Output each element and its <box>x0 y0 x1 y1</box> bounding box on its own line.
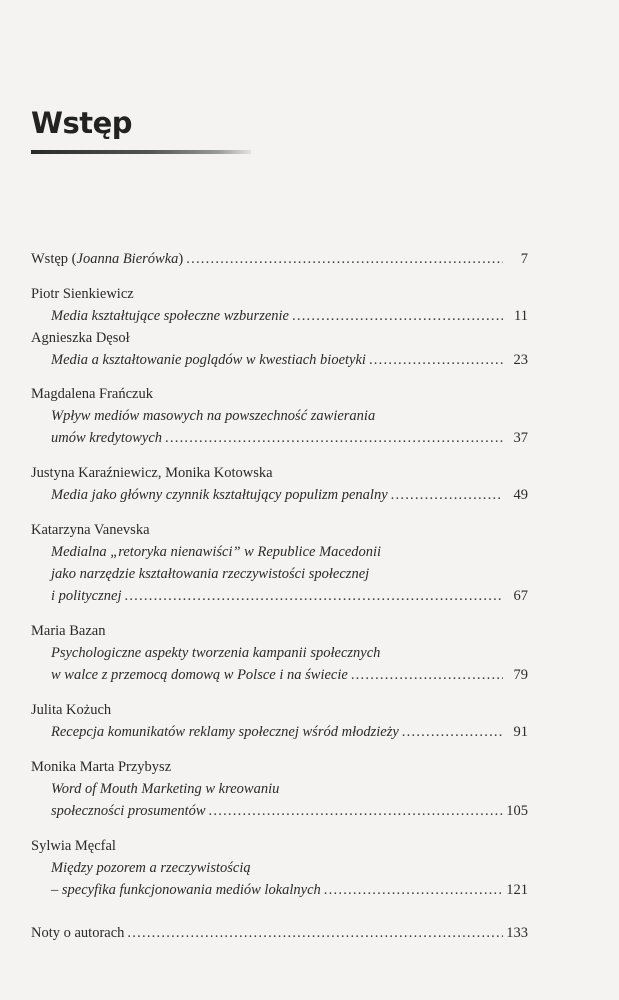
table-of-contents <box>31 248 528 944</box>
toc-entry-intro <box>31 248 528 270</box>
page-heading: Wstęp <box>31 106 133 140</box>
toc-entry <box>31 383 528 449</box>
toc-entry <box>31 462 528 506</box>
entry-author: Monika Marta Przybysz <box>31 759 172 775</box>
toc-entry <box>31 756 528 822</box>
entry-author: Maria Bazan <box>31 623 106 639</box>
page-number: 37 <box>513 430 528 446</box>
heading-underline <box>31 150 251 154</box>
page-number: 79 <box>513 667 528 683</box>
entry-title-line: Media jako główny czynnik kształtujący populizm penalny <box>51 487 388 503</box>
toc-entry <box>31 283 528 327</box>
toc-notes-title: Noty o autorach <box>31 925 125 941</box>
entry-title-line: jako narzędzie kształtowania rzeczywistości społecznej <box>51 566 370 582</box>
entry-title-line: Media a kształtowanie poglądów w kwestiach bioetyki <box>51 352 366 368</box>
toc-intro-title: Wstęp (Joanna Bierówka) <box>31 251 184 267</box>
entry-title-line: Media kształtujące społeczne wzburzenie <box>51 308 289 324</box>
toc-entry <box>31 620 528 686</box>
page-number: 67 <box>513 588 528 604</box>
entry-title-line: i politycznej <box>51 588 122 604</box>
entry-title-line: Między pozorem a rzeczywistością <box>51 860 251 876</box>
entry-title-line: społeczności prosumentów <box>51 803 206 819</box>
entry-author: Justyna Karaźniewicz, Monika Kotowska <box>31 465 273 481</box>
leader-dots <box>351 664 503 686</box>
leader-dots <box>165 427 503 449</box>
entry-title-line: – specyfika funkcjonowania mediów lokalnych <box>51 882 321 898</box>
entry-title-line: Medialna „retoryka nienawiści” w Republice Macedonii <box>51 544 382 560</box>
page-number: 105 <box>506 803 528 819</box>
toc-entry <box>31 699 528 743</box>
entry-author: Julita Kożuch <box>31 702 112 718</box>
page-number: 11 <box>514 308 528 324</box>
toc-entry <box>31 519 528 607</box>
toc-entry <box>31 327 528 371</box>
leader-dots <box>127 922 503 944</box>
entry-author: Magdalena Frańczuk <box>31 386 153 402</box>
page-number: 23 <box>513 352 528 368</box>
toc-entry <box>31 835 528 901</box>
entry-author: Agnieszka Dęsoł <box>31 330 130 346</box>
leader-dots <box>391 484 503 506</box>
entry-title-line: Wpływ mediów masowych na powszechność zawierania <box>51 408 376 424</box>
leader-dots <box>402 721 503 743</box>
page-number: 91 <box>513 724 528 740</box>
page-number: 49 <box>513 487 528 503</box>
entry-title-line: Recepcja komunikatów reklamy społecznej wśród młodzieży <box>51 724 399 740</box>
entry-author: Sylwia Męcfal <box>31 838 116 854</box>
entry-author: Katarzyna Vanevska <box>31 522 150 538</box>
leader-dots <box>186 248 503 270</box>
entry-title-line: Word of Mouth Marketing w kreowaniu <box>51 781 280 797</box>
page-number: 121 <box>506 882 528 898</box>
entry-title-line: w walce z przemocą domową w Polsce i na świecie <box>51 667 348 683</box>
leader-dots <box>209 800 503 822</box>
page-number: 7 <box>520 251 528 267</box>
toc-entry-notes <box>31 922 528 944</box>
leader-dots <box>324 879 503 901</box>
entry-title-line: Psychologiczne aspekty tworzenia kampanii społecznych <box>51 645 381 661</box>
entry-title-line: umów kredytowych <box>51 430 163 446</box>
entry-author: Piotr Sienkiewicz <box>31 286 134 302</box>
page-number: 133 <box>506 925 528 941</box>
leader-dots <box>124 585 503 607</box>
toc-intro-editor: Joanna Bierówka <box>76 251 179 267</box>
leader-dots <box>369 349 503 371</box>
leader-dots <box>292 305 503 327</box>
